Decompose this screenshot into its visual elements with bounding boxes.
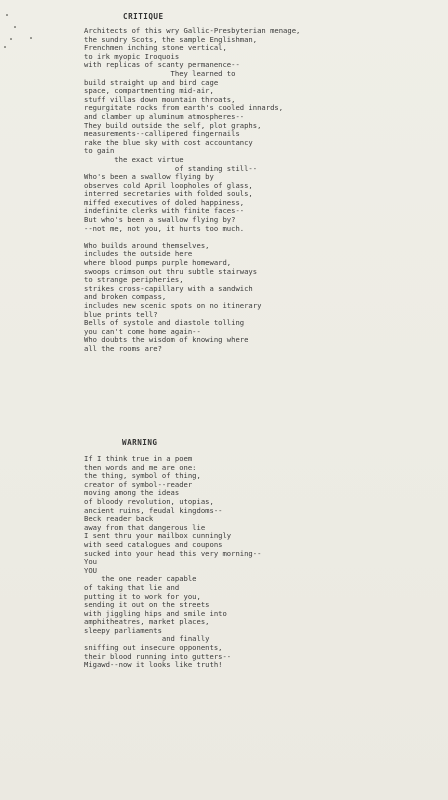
page-speck (30, 37, 32, 39)
poem-line: and clamber up aluminum atmospheres-- (84, 111, 245, 121)
poem-line: swoops crimson out thru subtle stairways (84, 266, 258, 276)
poem-line: the one reader capable (84, 574, 197, 584)
poem-line: with jiggling hips and smile into (84, 608, 227, 618)
poem-line: Migawd--now it looks like truth! (84, 660, 223, 670)
poem-line: and finally (84, 634, 210, 644)
poem-line: ancient ruins, feudal kingdoms-- (84, 505, 223, 515)
poem-line: interred secretaries with folded souls, (84, 189, 253, 199)
poem-line: They learned to (84, 68, 236, 78)
poem-line: If I think true in a poem (84, 454, 193, 463)
poem-line: Beck reader back (84, 514, 154, 524)
poem-line: sleepy parliaments (84, 625, 162, 635)
poem-line: I sent thru your mailbox cunningly (84, 531, 232, 541)
poem-line: But who's been a swallow flying by? (84, 215, 236, 225)
poem-body-warning (84, 455, 261, 670)
poem-line: measurements--callipered fingernails (84, 129, 240, 139)
poem-line: Frenchmen inching stone vertical, (84, 43, 227, 53)
page-speck (6, 14, 8, 16)
poem-line: Bells of systole and diastole tolling (84, 318, 245, 328)
poem-line: putting it to work for you, (84, 591, 201, 601)
poem-line: sniffing out insecure opponents, (84, 643, 223, 653)
poem-line: the thing, symbol of thing, (84, 471, 201, 481)
poem-line: where blood pumps purple homeward, (84, 258, 232, 268)
poem-line: observes cold April loopholes of glass, (84, 180, 253, 190)
page-speck (10, 38, 12, 40)
poem-line: to strange peripheries, (84, 275, 184, 285)
poem-line: of bloody revolution, utopias, (84, 496, 214, 506)
poem-line: space, compartmenting mid-air, (84, 86, 214, 96)
poem-line: then words and me are one: (84, 462, 197, 472)
poem-line: of taking that lie and (84, 582, 180, 592)
poem-line: You (84, 557, 97, 567)
poem-line: all the rooms are? (84, 343, 162, 353)
poem-line: strikes cross-capillary with a sandwich (84, 283, 253, 293)
poem-title-warning: WARNING (122, 438, 158, 447)
poem-title-critique: CRITIQUE (123, 12, 164, 21)
poem-line: Architects of this wry Gallic-Presbyterian menage, (84, 26, 301, 35)
poem-line: you can't come home again-- (84, 326, 201, 336)
poem-line: of standing still-- (84, 163, 258, 173)
poem-line: with seed catalogues and coupons (84, 539, 223, 549)
poem-body-critique (84, 27, 300, 354)
poem-line: --not me, not you, it hurts too much. (84, 223, 245, 233)
poem-line: includes the outside here (84, 249, 193, 259)
poem-line: blue prints tell? (84, 309, 158, 319)
poem-line: amphitheatres, market places, (84, 617, 210, 627)
poem-line: with replicas of scanty permanence-- (84, 60, 240, 70)
poem-line: Who doubts the wisdom of knowing where (84, 335, 249, 345)
poem-line: creator of symbol--reader (84, 479, 193, 489)
poem-line: their blood running into gutters-- (84, 651, 232, 661)
poem-line: to gain (84, 146, 115, 156)
poem-line: indefinite clerks with finite faces-- (84, 206, 245, 216)
poem-line: moving among the ideas (84, 488, 180, 498)
poem-line: includes new scenic spots on no itinerary (84, 301, 262, 310)
poem-line: the exact virtue (84, 154, 184, 164)
poem-line: to irk myopic Iroquois (84, 51, 180, 61)
poem-line: miffed executives of doled happiness, (84, 197, 245, 207)
poem-line: Who builds around themselves, (84, 240, 210, 250)
poem-line: rake the blue sky with cost accountancy (84, 137, 253, 147)
poem-line: sending it out on the streets (84, 600, 210, 610)
page-speck (14, 26, 16, 28)
poem-line: the sundry Scots, the sample Englishman, (84, 34, 258, 44)
poem-line: YOU (84, 565, 97, 575)
page-speck (4, 46, 6, 48)
poem-line: sucked into your head this very morning-- (84, 548, 262, 558)
poem-line: regurgitate rocks from earth's cooled innards, (84, 103, 284, 113)
poem-line: build straight up and bird cage (84, 77, 219, 87)
poem-line: and broken compass, (84, 292, 167, 302)
poem-line: stuff villas down mountain throats, (84, 94, 236, 104)
poem-line: They build outside the self, plot graphs, (84, 120, 262, 130)
poem-line: Who's been a swallow flying by (84, 172, 214, 182)
poem-line: away from that dangerous lie (84, 522, 206, 532)
